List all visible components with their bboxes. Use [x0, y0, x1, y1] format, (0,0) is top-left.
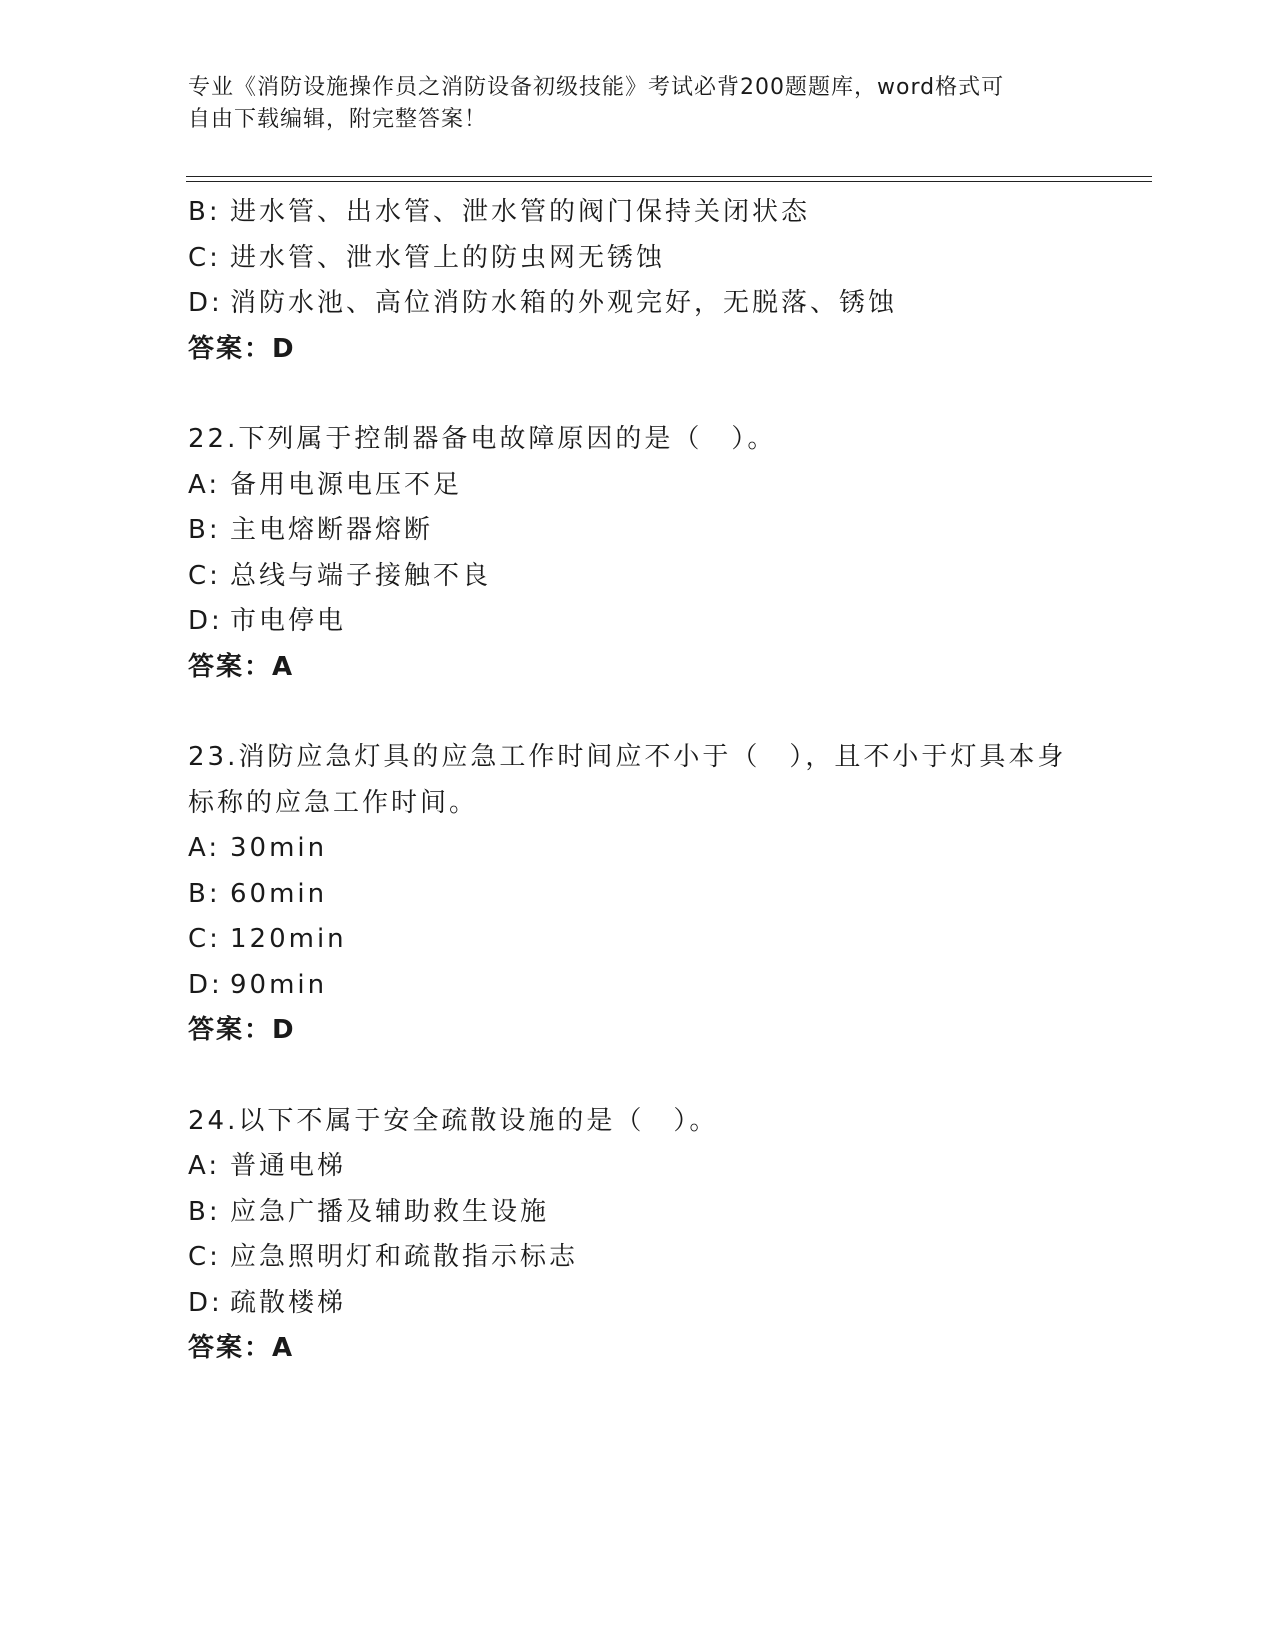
option-text: 市电停电 — [230, 606, 347, 636]
option-b — [188, 190, 1088, 236]
option-key: A: — [188, 469, 221, 500]
spacer — [188, 1054, 1088, 1099]
option-c — [188, 917, 1088, 963]
question-24 — [188, 1099, 1088, 1372]
header-title-line-2: 自由下载编辑，附完整答案！ — [188, 107, 488, 132]
option-d — [188, 963, 1088, 1009]
question-stem: 24.以下不属于安全疏散设施的是（ ）。 — [188, 1105, 719, 1136]
option-key: D: — [188, 1287, 223, 1318]
answer: 答案：D — [188, 333, 296, 364]
option-key: D: — [188, 969, 223, 1000]
option-c — [188, 236, 1088, 282]
question-stem-line-2: 标称的应急工作时间。 — [188, 787, 479, 818]
option-key: D: — [188, 606, 223, 636]
option-d — [188, 1281, 1088, 1327]
question-stem-line-1: 23.消防应急灯具的应急工作时间应不小于（ ），且不小于灯具本身 — [188, 742, 1067, 772]
option-text: 消防水池、高位消防水箱的外观完好，无脱落、锈蚀 — [230, 288, 898, 318]
header-divider-bottom — [186, 181, 1152, 182]
option-key: B: — [188, 515, 221, 545]
spacer — [188, 372, 1088, 417]
header-divider-top — [186, 176, 1152, 177]
question-list — [188, 190, 1088, 1372]
option-text: 60min — [230, 878, 328, 909]
option-a — [188, 463, 1088, 509]
header-title-line-1: 专业《消防设施操作员之消防设备初级技能》考试必背200题题库，word格式可 — [188, 75, 1005, 100]
option-key: B: — [188, 197, 221, 227]
option-c — [188, 1235, 1088, 1281]
option-text: 备用电源电压不足 — [230, 469, 463, 500]
option-text: 总线与端子接触不良 — [230, 560, 492, 591]
option-text: 普通电梯 — [230, 1151, 347, 1181]
option-text: 进水管、出水管、泄水管的阀门保持关闭状态 — [230, 197, 811, 227]
option-key: C: — [188, 1242, 221, 1272]
option-key: B: — [188, 1196, 221, 1227]
option-b — [188, 872, 1088, 918]
answer: 答案：A — [188, 651, 295, 682]
option-b — [188, 1190, 1088, 1236]
document-header — [188, 72, 1068, 136]
option-text: 主电熔断器熔断 — [230, 515, 434, 545]
question-23 — [188, 735, 1088, 1054]
option-text: 进水管、泄水管上的防虫网无锈蚀 — [230, 242, 666, 273]
option-d — [188, 281, 1088, 327]
question-stem: 22.下列属于控制器备电故障原因的是（ ）。 — [188, 424, 777, 454]
answer: 答案：A — [188, 1333, 295, 1363]
option-key: A: — [188, 1151, 221, 1181]
option-text: 应急广播及辅助救生设施 — [230, 1196, 550, 1227]
answer: 答案：D — [188, 1015, 296, 1045]
spacer — [188, 690, 1088, 735]
option-c — [188, 554, 1088, 600]
option-a — [188, 826, 1088, 872]
option-text: 应急照明灯和疏散指示标志 — [230, 1242, 579, 1272]
option-key: B: — [188, 878, 221, 909]
option-text: 120min — [230, 924, 347, 954]
option-key: C: — [188, 924, 221, 954]
option-text: 90min — [230, 969, 328, 1000]
option-text: 疏散楼梯 — [230, 1287, 347, 1318]
option-key: D: — [188, 288, 223, 318]
question-22 — [188, 417, 1088, 690]
option-key: C: — [188, 242, 221, 273]
question-21 — [188, 190, 1088, 372]
option-b — [188, 508, 1088, 554]
option-a — [188, 1144, 1088, 1190]
option-key: C: — [188, 560, 221, 591]
option-key: A: — [188, 833, 221, 863]
option-d — [188, 599, 1088, 645]
option-text: 30min — [230, 833, 328, 863]
